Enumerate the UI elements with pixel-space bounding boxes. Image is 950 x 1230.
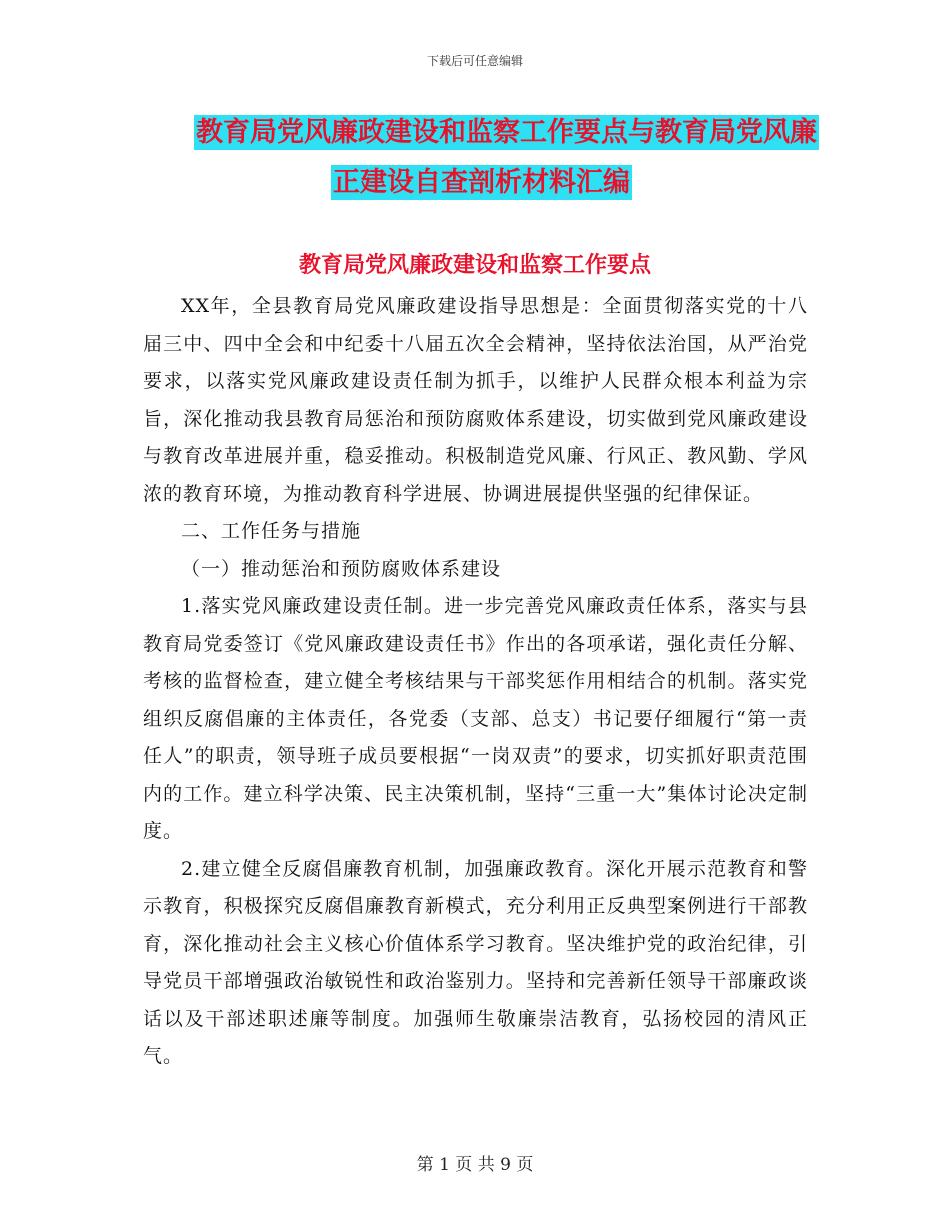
paragraph-item-2: 2.建立健全反腐倡廉教育机制，加强廉政教育。深化开展示范教育和警示教育，积极探究反腐倡廉教育新模式，充分利用正反典型案例进行干部教育，深化推动社会主义核心价值体系学习教育。坚决维护党的政治纪律，引导党员干部增强政治敏锐性和政治鉴别力。坚持和完善新任领导干部廉政谈话以及干部述职述廉等制度。加强师生敬廉崇洁教育，弘扬校园的清风正气。	[143, 857, 808, 1067]
section-title: 教育局党风廉政建设和监察工作要点	[298, 252, 651, 278]
paragraph-item-1: 1.落实党风廉政建设责任制。进一步完善党风廉政责任体系，落实与县教育局党委签订《党风廉政建设责任书》作出的各项承诺，强化责任分解、考核的监督检查，建立健全考核结果与干部奖惩作用相结合的机制。落实党组织反腐倡廉的主体责任，各党委（支部、总支）书记要仔细履行“第一责任人”的职责，领导班子成员要根据“一岗双责”的要求，切实抓好职责范围内的工作。建立科学决策、民主决策机制，坚持“三重一大”集体讨论决定制度。	[143, 595, 808, 842]
heading-tasks-and-measures: 二、工作任务与措施	[181, 520, 362, 542]
page-footer: 第 1 页 共 9 页	[416, 1155, 534, 1175]
title-line-2-text: 正建设自查剖析材料汇编	[333, 167, 630, 198]
paragraph-guiding-thought: XX年，全县教育局党风廉政建设指导思想是：全面贯彻落实党的十八届三中、四中全会和中纪委十八届五次全会精神，坚持依法治国，从严治党要求，以落实党风廉政建设责任制为抓手，以维护人民群众根本利益为宗旨，深化推动我县教育局惩治和预防腐败体系建设，切实做到党风廉政建设与教育改革进展并重，稳妥推动。积极制造党风廉、行风正、教风勤、学风浓的教育环境，为推动教育科学进展、协调进展提供坚强的纪律保证。	[143, 295, 808, 505]
title-line-1-text: 教育局党风廉政建设和监察工作要点与教育局党风廉	[196, 117, 817, 148]
title-line-1	[150, 108, 840, 158]
header-note: 下载后可任意编辑	[426, 54, 523, 68]
title-line-2	[150, 158, 840, 208]
heading-subsection-1: （一）推动惩治和预防腐败体系建设	[181, 557, 502, 580]
document-title	[150, 108, 840, 208]
document-body	[143, 288, 808, 1076]
